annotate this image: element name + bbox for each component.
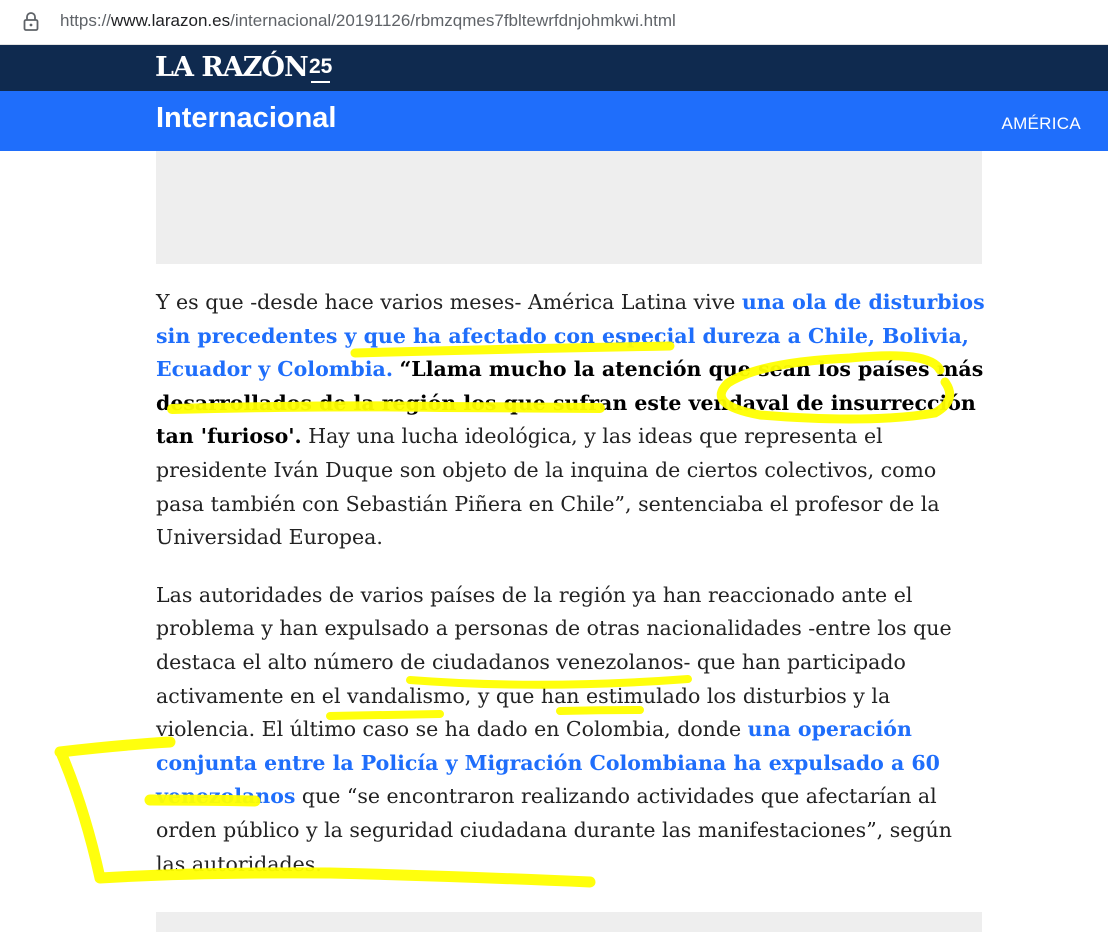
p2-text-1: Las autoridades de varios países de la región ya han reaccionado ante el problema y han expulsado a personas de otras nacionalidades -entre los que destaca el alto número de ciudadanos venezolanos- que han participado activamente en el vandalismo, y que han estimulado los disturbios y la violencia. El último caso se ha dado en Colombia, donde [156, 582, 952, 742]
url-prefix: https:// [60, 11, 112, 30]
la-razon-logo[interactable]: LA RAZÓN [155, 52, 308, 83]
p1-text-1: Y es que -desde hace varios meses- América Latina vive [156, 290, 742, 314]
url-text[interactable] [60, 11, 676, 31]
url-path: /internacional/20191126/rbmzqmes7fbltewrfdnjohmkwi.html [230, 11, 676, 30]
brand-bar [0, 45, 1108, 91]
p1-link-disturbios[interactable]: una ola de disturbios sin precedentes y que ha afectado con especial dureza a Chile, Bolivia, Ecuador y Colombia. [156, 290, 985, 382]
ad-placeholder-top [156, 151, 982, 264]
section-title[interactable]: Internacional [156, 102, 337, 134]
article-body [156, 286, 986, 905]
nav-america-link[interactable]: AMÉRICA [1001, 114, 1081, 133]
url-host: www.larazon.es [111, 11, 231, 30]
anniversary-badge: 25 [309, 55, 333, 78]
ad-placeholder-bottom [156, 912, 982, 932]
paragraph-1 [156, 286, 986, 555]
section-bar [0, 91, 1108, 151]
lock-icon [21, 11, 41, 33]
p1-text-3: Hay una lucha ideológica, y las ideas que representa el presidente Iván Duque son objeto de la inquina de ciertos colectivos, como pasa también con Sebastián Piñera en Chile”, sentenciaba el profesor de la Universidad Europea. [156, 424, 940, 550]
paragraph-2 [156, 579, 986, 881]
p1-quote-bold: “Llama mucho la atención que sean los países más desarrollados de la región los que sufran este vendaval de insurrección tan 'furioso'. [156, 357, 984, 449]
p2-text-2: que “se encontraron realizando actividades que afectarían al orden público y la seguridad ciudadana durante las manifestaciones”, según las autoridades. [156, 784, 952, 876]
browser-address-bar[interactable] [0, 0, 1108, 45]
p2-link-operacion[interactable]: una operación conjunta entre la Policía y Migración Colombiana ha expulsado a 60 venezolanos [156, 717, 940, 809]
